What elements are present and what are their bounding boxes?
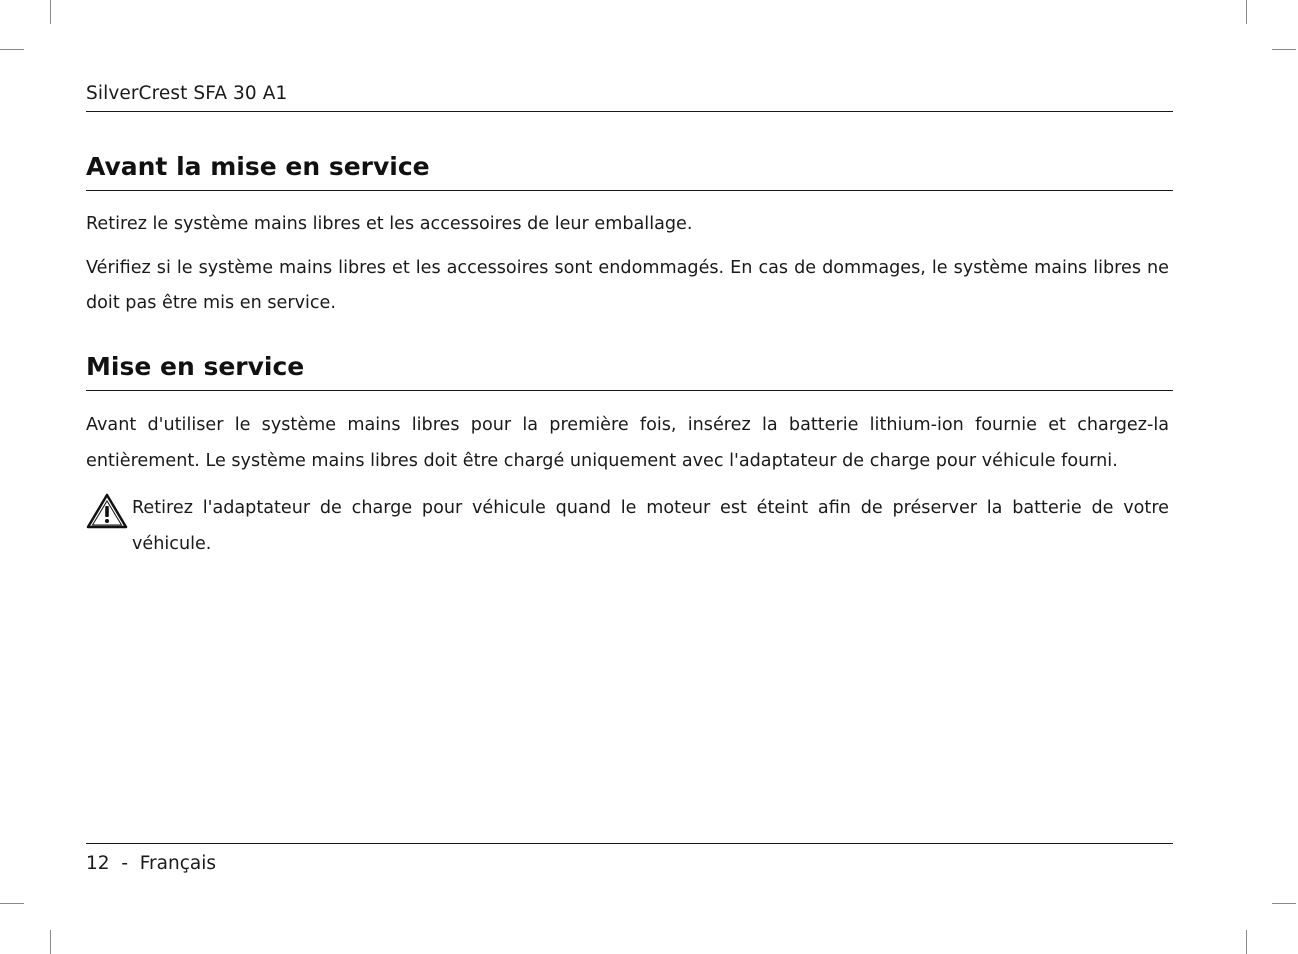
crop-mark-top-left xyxy=(50,0,51,24)
running-header xyxy=(86,80,1173,112)
crop-mark-bottom-right-h xyxy=(1272,903,1296,904)
crop-mark-top-left-h xyxy=(0,49,24,50)
page-number: 12 xyxy=(86,853,110,874)
product-name: SilverCrest SFA 30 A1 xyxy=(86,83,288,104)
section-title: Mise en service xyxy=(86,350,1173,391)
warning-triangle-icon xyxy=(86,493,128,529)
crop-mark-bottom-left-h xyxy=(0,903,24,904)
paragraph: Retirez le système mains libres et les accessoires de leur emballage. xyxy=(86,214,693,234)
page-footer xyxy=(86,843,1173,884)
section-start-up xyxy=(86,350,1173,562)
crop-mark-top-right xyxy=(1246,0,1247,24)
footer-language: Français xyxy=(139,853,217,874)
warning-text: Retirez l'adaptateur de charge pour véhicule quand le moteur est éteint afin de préserver la batterie de votre véhicule. xyxy=(132,498,1169,554)
warning-note xyxy=(86,491,1173,562)
crop-mark-bottom-right xyxy=(1246,930,1247,954)
paragraph: Vérifiez si le système mains libres et les accessoires sont endommagés. En cas de dommages, le système mains libres ne doit pas être mis en service. xyxy=(86,257,1169,313)
footer-separator: - xyxy=(121,853,128,874)
paragraph: Avant d'utiliser le système mains libres pour la première fois, insérez la batterie lithium-ion fournie et chargez-la entièrement. Le système mains libres doit être chargé uniquement avec l'adaptateur de charge pour véhicule fourni. xyxy=(86,415,1169,471)
crop-mark-top-right-h xyxy=(1272,49,1296,50)
section-title: Avant la mise en service xyxy=(86,150,1173,191)
crop-mark-bottom-left xyxy=(50,930,51,954)
section-before-use xyxy=(86,150,1173,322)
